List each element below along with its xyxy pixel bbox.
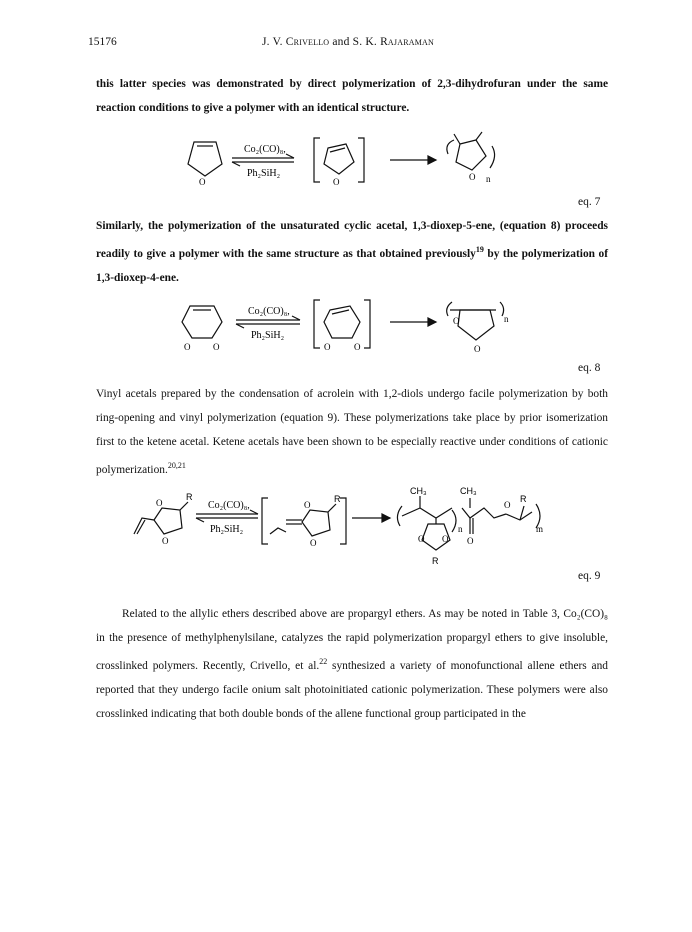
eq8-o-label-5: O bbox=[453, 316, 460, 326]
eq9-label: eq. 9 bbox=[578, 570, 601, 582]
eq7-reagent-bottom: Ph₂SiH₂ bbox=[247, 168, 281, 179]
eq7-o-label-1: O bbox=[199, 177, 206, 187]
paragraph-4: Related to the allylic ethers described above are propargyl ethers. As may be noted in Table 3, Co₂(CO)₈ in the presence of methylphenylsilane, catalyzes the rapid polymerization propargyl ethers to give insoluble, crosslinked polymers. Recently, Crivello, et al.$^{22}$ synthesized a variety of monofunctional allene ethers and reported that they undergo facile onium salt photoinitiated cationic polymerization. These polymers were also crosslinked indicating that both double bonds of the allene functional group participated in the bbox=[96, 608, 608, 720]
eq8-o-label-1: O bbox=[184, 342, 191, 352]
eq9-structures bbox=[0, 484, 692, 572]
eq9-r-label-3: R bbox=[520, 494, 527, 504]
eq8-o-label-6: O bbox=[474, 344, 481, 354]
page-number: 15176 bbox=[88, 36, 117, 48]
running-header bbox=[88, 36, 608, 52]
eq8-reagent-bottom: Ph₂SiH₂ bbox=[251, 330, 285, 341]
eq8-structures bbox=[0, 292, 692, 362]
eq9-o-label-2: O bbox=[162, 536, 169, 546]
eq8-repeat-n: n bbox=[504, 314, 509, 324]
eq8-label: eq. 8 bbox=[578, 362, 601, 374]
paragraph-3: Vinyl acetals prepared by the condensation of acrolein with 1,2-diols undergo facile polymerization by both ring-opening and vinyl polymerization (equation 9). These polymerizations take place by prior isomerization first to the ketene acetal. Ketene acetals have been shown to be especially reactive under conditions of cationic polymerization.$^{20,21}$ bbox=[96, 388, 608, 476]
eq9-r-label-4: R bbox=[432, 556, 439, 566]
eq9-r-label-2: R bbox=[334, 494, 341, 504]
paragraph-2: Similarly, the polymerization of the unsaturated cyclic acetal, 1,3-dioxep-5-ene, (equation 8) proceeds readily to give a polymer with the same structure as that obtained previously$^{19}$ by the polymerization of 1,3-dioxep-4-ene. bbox=[96, 220, 608, 284]
ref-19: 19 bbox=[475, 245, 484, 254]
eq9-o-label-4: O bbox=[310, 538, 317, 548]
eq8-o-label-2: O bbox=[213, 342, 220, 352]
ref-22: 22 bbox=[319, 657, 328, 666]
ref-20-21: 20,21 bbox=[167, 461, 186, 470]
eq7-o-label-3: O bbox=[469, 172, 476, 182]
eq8-o-label-3: O bbox=[324, 342, 331, 352]
scheme-eq8 bbox=[0, 292, 692, 362]
eq7-o-label-2: O bbox=[333, 177, 340, 187]
eq9-reagent-top: Co₂(CO)₈, bbox=[208, 500, 250, 511]
eq8-reagent-top: Co₂(CO)₈, bbox=[248, 306, 290, 317]
eq9-o-label-8: O bbox=[504, 500, 511, 510]
eq7-repeat-n: n bbox=[486, 174, 491, 184]
paragraph-1: this latter species was demonstrated by direct polymerization of 2,3-dihydrofuran under the same reaction conditions to give a polymer with an identical structure. bbox=[96, 78, 608, 114]
running-head-authors: J. V. Crivello and S. K. Rajaraman bbox=[262, 36, 434, 48]
eq9-ch3-label-2: CH₃ bbox=[460, 486, 477, 496]
eq9-o-label-6: O bbox=[442, 534, 449, 544]
eq8-o-label-4: O bbox=[354, 342, 361, 352]
scheme-eq9 bbox=[0, 484, 692, 572]
eq9-o-label-3: O bbox=[304, 500, 311, 510]
eq9-o-label-5: O bbox=[418, 534, 425, 544]
eq9-o-label-7: O bbox=[467, 536, 474, 546]
eq9-repeat-n: n bbox=[458, 524, 463, 534]
eq7-reagent-top: Co₂(CO)₈, bbox=[244, 144, 286, 155]
eq7-label: eq. 7 bbox=[578, 196, 601, 208]
eq9-r-label-1: R bbox=[186, 492, 193, 502]
eq9-repeat-m: m bbox=[536, 524, 544, 534]
eq9-reagent-bottom: Ph₂SiH₂ bbox=[210, 524, 244, 535]
eq9-ch3-label-1: CH₃ bbox=[410, 486, 427, 496]
eq9-o-label-1: O bbox=[156, 498, 163, 508]
